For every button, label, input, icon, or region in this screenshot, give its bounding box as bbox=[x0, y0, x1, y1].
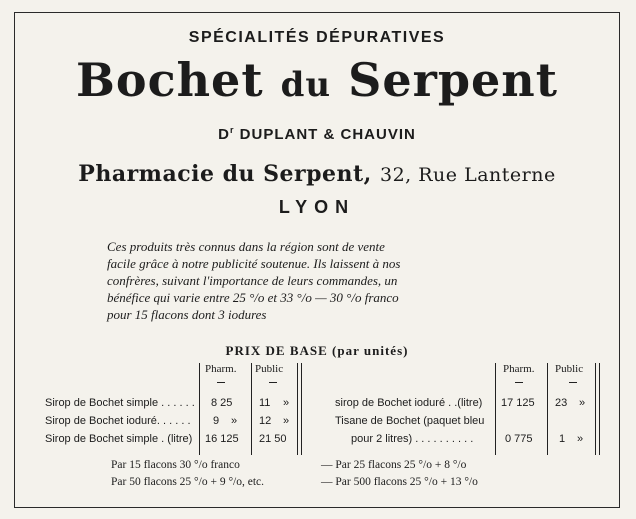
header-dash bbox=[269, 382, 277, 383]
header-public: Public bbox=[255, 363, 284, 375]
footer-line2-left: Par 50 flacons 25 °/o + 9 °/o, etc. bbox=[111, 476, 265, 488]
price-table-left bbox=[15, 363, 315, 453]
public-value: 12 bbox=[259, 415, 272, 427]
prices-title: PRIX DE BASE (par unités) bbox=[225, 343, 409, 358]
specialites-heading: SPÉCIALITÉS DÉPURATIVES bbox=[188, 29, 446, 46]
paragraph-line: facile grâce à notre publicité soutenue. Ils laissent à nos bbox=[107, 256, 401, 271]
public-value: 1 bbox=[559, 433, 566, 445]
public-mark: » bbox=[283, 397, 290, 409]
pharm-value: 16 125 bbox=[205, 433, 239, 445]
header-pharm: Pharm. bbox=[503, 363, 535, 375]
paragraph-line: Ces produits très connus dans la région sont de vente bbox=[107, 239, 385, 254]
pharmacy-line bbox=[15, 161, 619, 187]
pharmacy-name: Pharmacie du Serpent, bbox=[78, 161, 372, 187]
footer-line1-left: Par 15 flacons 30 °/o franco bbox=[111, 459, 240, 471]
product-label: Sirop de Bochet simple . . . . . . bbox=[45, 397, 195, 409]
header-dash bbox=[217, 382, 225, 383]
brand-du: du bbox=[280, 65, 332, 105]
owners-names: DUPLANT & CHAUVIN bbox=[239, 126, 416, 143]
product-label: sirop de Bochet ioduré . .(litre) bbox=[335, 397, 483, 409]
product-label: Sirop de Bochet ioduré. . . . . . bbox=[45, 415, 191, 427]
column-rule bbox=[547, 363, 548, 455]
pharm-value: 9 bbox=[213, 415, 220, 427]
pharm-value: 17 125 bbox=[501, 397, 535, 409]
header-dash bbox=[515, 382, 523, 383]
pharm-mark: » bbox=[231, 415, 238, 427]
public-value: 11 bbox=[259, 397, 271, 409]
owners-sup: r bbox=[229, 125, 235, 135]
column-rule bbox=[495, 363, 496, 455]
public-mark: » bbox=[579, 397, 586, 409]
column-rule-double bbox=[297, 363, 302, 455]
public-mark: » bbox=[577, 433, 584, 445]
brand-title bbox=[15, 53, 619, 112]
public-value: 21 50 bbox=[259, 433, 287, 445]
brand-main: Bochet bbox=[76, 53, 264, 107]
paragraph-line: confrères, suivant l'importance de leurs commandes, un bbox=[107, 273, 398, 288]
column-rule bbox=[251, 363, 252, 455]
footer-line2-right: — Par 500 flacons 25 °/o + 13 °/o bbox=[321, 476, 478, 488]
owners-line bbox=[15, 125, 619, 143]
pharm-value: 8 25 bbox=[211, 397, 233, 409]
brand-serpent: Serpent bbox=[348, 53, 558, 107]
public-mark: » bbox=[283, 415, 290, 427]
owners-prefix: D bbox=[218, 126, 230, 143]
footer-line1-right: — Par 25 flacons 25 °/o + 8 °/o bbox=[321, 459, 467, 471]
city: LYON bbox=[278, 197, 356, 217]
pharm-value: 0 775 bbox=[505, 433, 533, 445]
header-public: Public bbox=[555, 363, 584, 375]
column-rule bbox=[199, 363, 200, 455]
product-label: pour 2 litres) . . . . . . . . . . bbox=[351, 433, 474, 445]
paragraph-line: bénéfice qui varie entre 25 °/o et 33 °/o — 30 °/o franco bbox=[107, 290, 399, 305]
header-pharm: Pharm. bbox=[205, 363, 237, 375]
pharmacy-address: 32, Rue Lanterne bbox=[380, 164, 556, 186]
price-table-right bbox=[315, 363, 615, 453]
column-rule-double bbox=[595, 363, 600, 455]
description-paragraph bbox=[107, 238, 547, 323]
public-value: 23 bbox=[555, 397, 568, 409]
product-label: Sirop de Bochet simple . (litre) bbox=[45, 433, 193, 445]
paragraph-line: pour 15 flacons dont 3 iodures bbox=[107, 307, 267, 322]
header-dash bbox=[569, 382, 577, 383]
advertisement-frame bbox=[14, 12, 620, 508]
product-label: Tisane de Bochet (paquet bleu bbox=[335, 415, 485, 427]
